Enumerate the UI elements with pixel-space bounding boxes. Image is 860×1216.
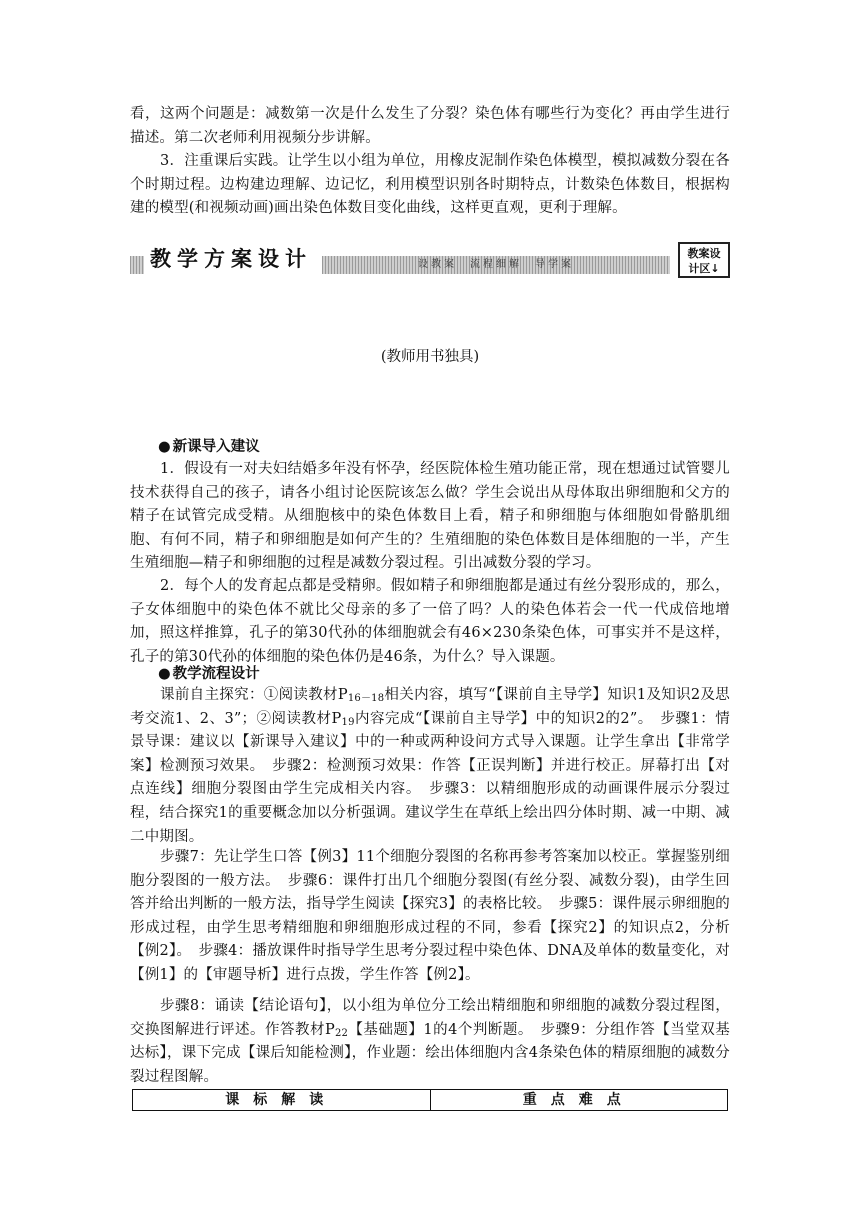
banner-box [678,242,730,278]
heading-text: 教学流程设计 [172,666,260,682]
subscript: 22 [334,1027,349,1039]
banner-title: 教学方案设计 [144,244,322,274]
section1-paragraph-2: 2．每个人的发育起点都是受精卵。假如精子和卵细胞都是通过有丝分裂形成的，那么，子女体细胞中的染色体不就比父母亲的多了一倍了吗？人的染色体若会一代一代成倍地增加，照这样推算，孔子的第30代孙的体细胞就会有46×230条染色体，可事实并不是这样，孔子的第30代孙的体细胞的染色体仍是46条，为什么？导入课题。 [130,578,730,665]
teacher-note: (教师用书独具) [380,349,480,365]
heading-new-lesson [158,435,260,456]
table-header-cell: 课标解读 [225,1092,338,1108]
subscript: 16－18 [347,693,385,704]
text-run: 课前自主探究：①阅读教材P [160,687,348,703]
heading-teaching-flow [158,662,260,683]
heading-text: 新课导入建议 [172,439,260,455]
bullet-icon: ● [158,666,171,682]
banner-box-line1: 教案设 [687,247,721,260]
table-header-row [132,1089,728,1111]
text-run: 【基础题】1的4个判断题。 步骤9：分组作答【当堂双基达标】，课下完成【课后知能检测】，作业题：绘出体细胞内含4条染色体的精原细胞的减数分裂过程图解。 [130,1021,730,1085]
section2-paragraph-2: 步骤7：先让学生口答【例3】11个细胞分裂图的名称再参考答案加以校正。掌握鉴别细胞分裂图的一般方法。 步骤6：课件打出几个细胞分裂图(有丝分裂、减数分裂)，由学生回答并给出判断的一般方法，指导学生阅读【探究3】的表格比较。 步骤5：课件展示卵细胞的形成过程，由学生思考精细胞和卵细胞形成过程的不同，参看【探究2】的知识点2，分析【例2】。 步骤4：播放课件时指导学生思考分裂过程中染色体、DNA及单体的数量变化，对【例1】的【审题导析】进行点拨，学生作答【例2】。 [130,849,730,983]
section2-paragraph-1 [130,684,730,849]
banner-box-line2: 计区↓ [688,262,720,275]
section-banner [130,242,730,280]
text-run: 步骤8：诵读【结论语句】，以小组为单位分工绘出精细胞和卵细胞的减数分裂过程图，交换图解进行评述。作答教材P [130,998,730,1038]
intro-paragraph-1: 看，这两个问题是：减数第一次是什么发生了分裂？染色体有哪些行为变化？再由学生进行描述。第二次老师利用视频分步讲解。 [130,106,730,146]
banner-subtitle: 设教案 流程细解 导学案 [418,259,574,270]
bullet-icon: ● [158,439,171,455]
subscript: 19 [341,716,355,728]
intro-paragraph-2: 3．注重课后实践。让学生以小组为单位，用橡皮泥制作染色体模型，模拟减数分裂在各个时期过程。边构建边理解、边记忆，利用模型识别各时期特点，计数染色体数目，根据构建的模型(和视频动画)画出染色体数目变化曲线，这样更直观，更利于理解。 [130,153,730,217]
table-header-cell: 重点难点 [430,1090,728,1110]
section2-paragraph-3 [130,995,730,1089]
text-run: 相关内容，填写“【课前自主导学】知识1及知识2及思考交流1、2、3”；②阅读教材P [130,687,730,727]
text-run: 内容完成“【课前自主导学】中的知识2的2”。 步骤1：情景导课：建议以【新课导入建议】中的一种或两种设问方式导入课题。让学生拿出【非常学案】检测预习效果。 步骤2：检测预习效果：作答【正误判断】并进行校正。屏幕打出【对点连线】细胞分裂图由学生完成相关内容。 步骤3：以精细胞形成的动画课件展示分裂过程，结合探究1的重要概念加以分析强调。建议学生在草纸上绘出四分体时期、减一中期、减二中期图。 [130,710,730,845]
section1-paragraph-1: 1．假设有一对夫妇结婚多年没有怀孕，经医院体检生殖功能正常，现在想通过试管婴儿技术获得自己的孩子，请各小组讨论医院该怎么做？学生会说出从母体取出卵细胞和父方的精子在试管完成受精。从细胞核中的染色体数目上看，精子和卵细胞与体细胞如骨骼肌细胞、有何不同，精子和卵细胞是如何产生的？生殖细胞的染色体数目是体细胞的一半，产生生殖细胞—精子和卵细胞的过程是减数分裂过程。引出减数分裂的学习。 [130,461,730,572]
